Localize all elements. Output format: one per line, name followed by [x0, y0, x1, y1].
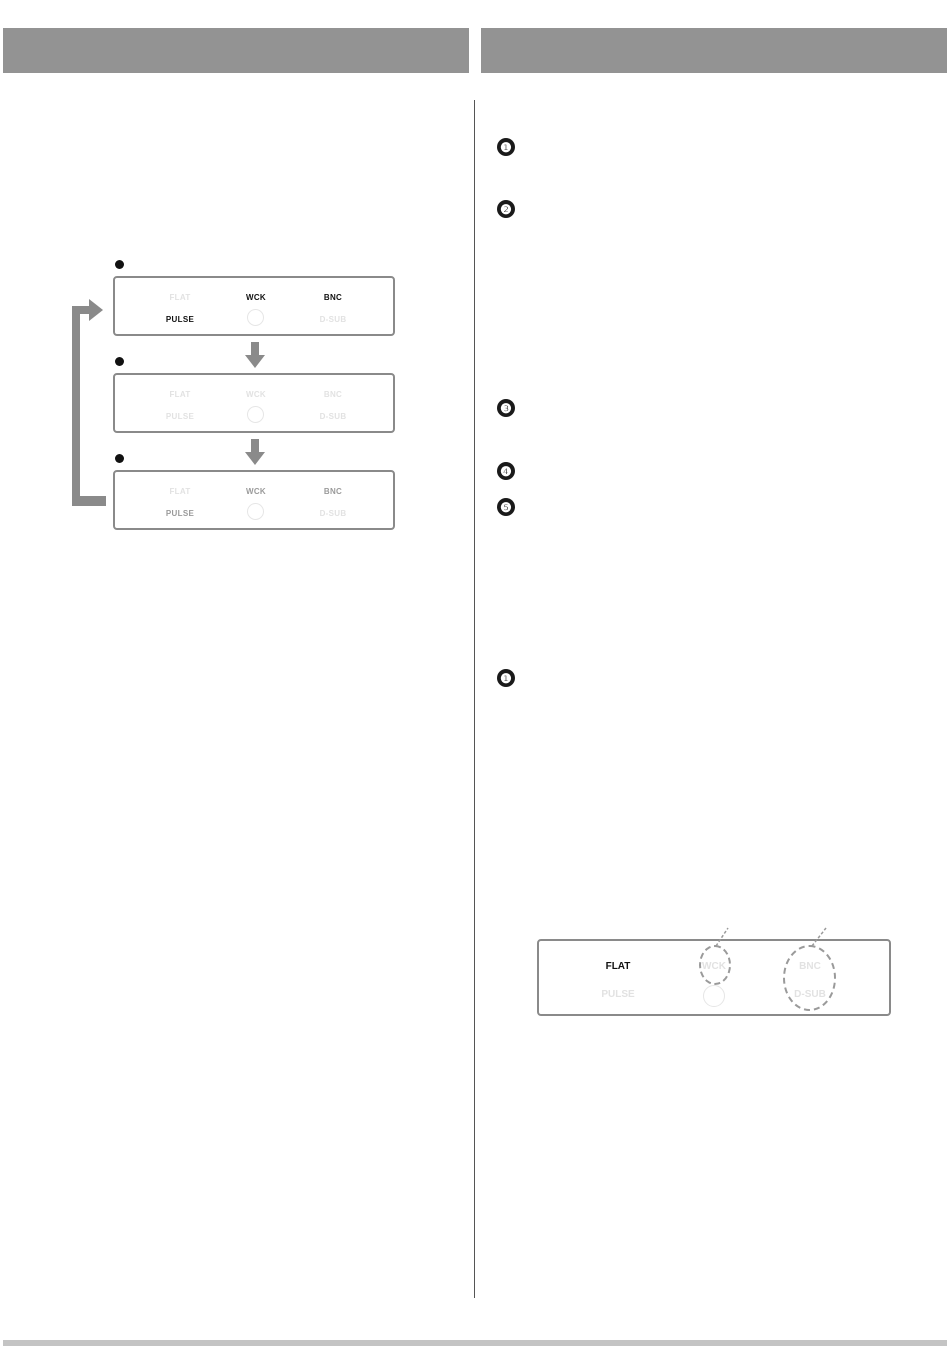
down-arrow-icon — [245, 439, 265, 465]
indicator-panel-1 — [113, 276, 395, 336]
cycle-bracket-vertical — [72, 306, 80, 506]
wck-label: WCK — [702, 961, 726, 972]
step-4-marker: ❹ — [497, 462, 515, 480]
footer-bar — [3, 1340, 947, 1346]
bnc-dsub-highlight-circle — [783, 945, 836, 1011]
step-2-marker: ❷ — [497, 200, 515, 218]
dsub-label: D-SUB — [319, 509, 347, 518]
indicator-led — [703, 985, 725, 1007]
step-3-marker: ❸ — [497, 399, 515, 417]
flat-label: FLAT — [605, 961, 631, 972]
left-header-bar — [3, 28, 469, 73]
step-5-marker: ❺ — [497, 498, 515, 516]
bnc-label: BNC — [323, 487, 343, 496]
dsub-label: D-SUB — [794, 989, 826, 1000]
indicator-led — [247, 309, 264, 326]
down-arrow-icon — [245, 342, 265, 368]
wck-label: WCK — [245, 487, 267, 496]
state-marker-1 — [115, 260, 124, 269]
bnc-label: BNC — [323, 293, 343, 302]
right-arrow-icon — [89, 299, 103, 321]
flat-label: FLAT — [169, 487, 191, 496]
bnc-label: BNC — [323, 390, 343, 399]
flat-label: FLAT — [169, 390, 191, 399]
dsub-label: D-SUB — [319, 315, 347, 324]
step-1-marker: ❶ — [497, 138, 515, 156]
bnc-label: BNC — [799, 961, 821, 972]
state-marker-2 — [115, 357, 124, 366]
indicator-led — [247, 503, 264, 520]
pulse-label: PULSE — [165, 315, 195, 324]
dsub-label: D-SUB — [319, 412, 347, 421]
pulse-label: PULSE — [165, 412, 195, 421]
pulse-label: PULSE — [165, 509, 195, 518]
flat-label: FLAT — [169, 293, 191, 302]
callout-lines — [700, 924, 840, 954]
wck-label: WCK — [245, 293, 267, 302]
pulse-label: PULSE — [601, 989, 635, 1000]
indicator-led — [247, 406, 264, 423]
step-1b-marker: ❶ — [497, 669, 515, 687]
cycle-bracket-bottom — [72, 496, 106, 506]
column-divider — [474, 100, 475, 1298]
state-marker-3 — [115, 454, 124, 463]
indicator-panel-2 — [113, 373, 395, 433]
indicator-panel-3 — [113, 470, 395, 530]
wck-label: WCK — [245, 390, 267, 399]
right-header-bar — [481, 28, 947, 73]
